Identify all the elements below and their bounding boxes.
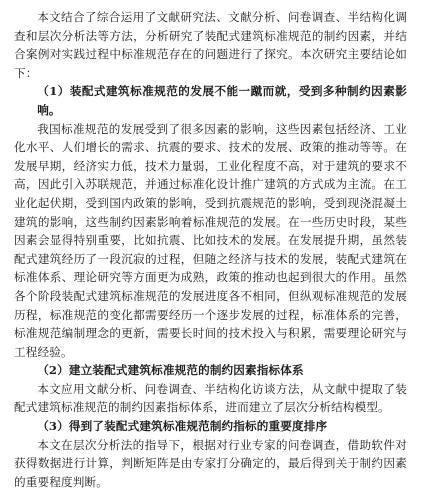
conclusion-body-1: 我国标准规范的发展受到了很多因素的影响，这些因素包括经济、工业化水平、人们增长的需求、抗震的要求、技术的发展、政策的推动等等。在发展早期，经济实力低，技术力量弱，工业化程度不高，对于建筑的要求不高，因此引入苏联规范，并通过标准化设计推广建筑的方式成为主流。在工业化起伏期，受到国内政策的影响，受到抗震规范的影响，受到现浇混凝土建筑的影响，这些制约因素影响着标准规范的发展。在一些历史时段，某些因素会显得特别重要，比如抗震、比如技术的发展。在发展提升期，虽然装配式建筑经历了一段沉寂的过程，但随之经济与技术的发展，装配式建筑在标准体系、理论研究等方面更为成熟，政策的推动也起到很大的作用。虽然各个阶段装配式建筑标准规范的发展进度各不相同，但纵观标准规范的发展历程，标准规范的变化都需要经历一个逐步发展的过程，标准体系的完善，标准规范编制理念的更新，需要长时间的技术投入与积累，需要理论研究与工程经验。: [14, 121, 407, 359]
conclusion-heading-2: （2）建立装配式建筑标准规范的制约因素指标体系: [37, 363, 304, 378]
conclusion-body-3: 本文在层次分析法的指导下，根据对行业专家的问卷调查，借助软件对获得数据进行计算，判断矩阵是由专家打分确定的，最后得到关于制约因素的重要程度判断。: [14, 437, 407, 489]
intro-paragraph: 本文结合了综合运用了文献研究法、文献分析、问卷调查、半结构化调查和层次分析法等方法，分析研究了装配式建筑标准规范的制约因素，并结合案例对实践过程中标准规范存在的问题进行了探究。本次研究主要结论如下：: [14, 10, 407, 80]
conclusion-heading-3: （3）得到了装配式建筑标准规范制约指标的重要度排序: [37, 419, 328, 434]
conclusion-heading-1: （1）装配式建筑标准规范的发展不能一蹴而就，受到多种制约因素影响。: [37, 84, 407, 117]
conclusion-body-2: 本文应用文献分析、问卷调查、半结构化访谈方法，从文献中提取了装配式建筑标准规范的制约因素指标体系，进而建立了层次分析结构模型。: [14, 381, 407, 415]
